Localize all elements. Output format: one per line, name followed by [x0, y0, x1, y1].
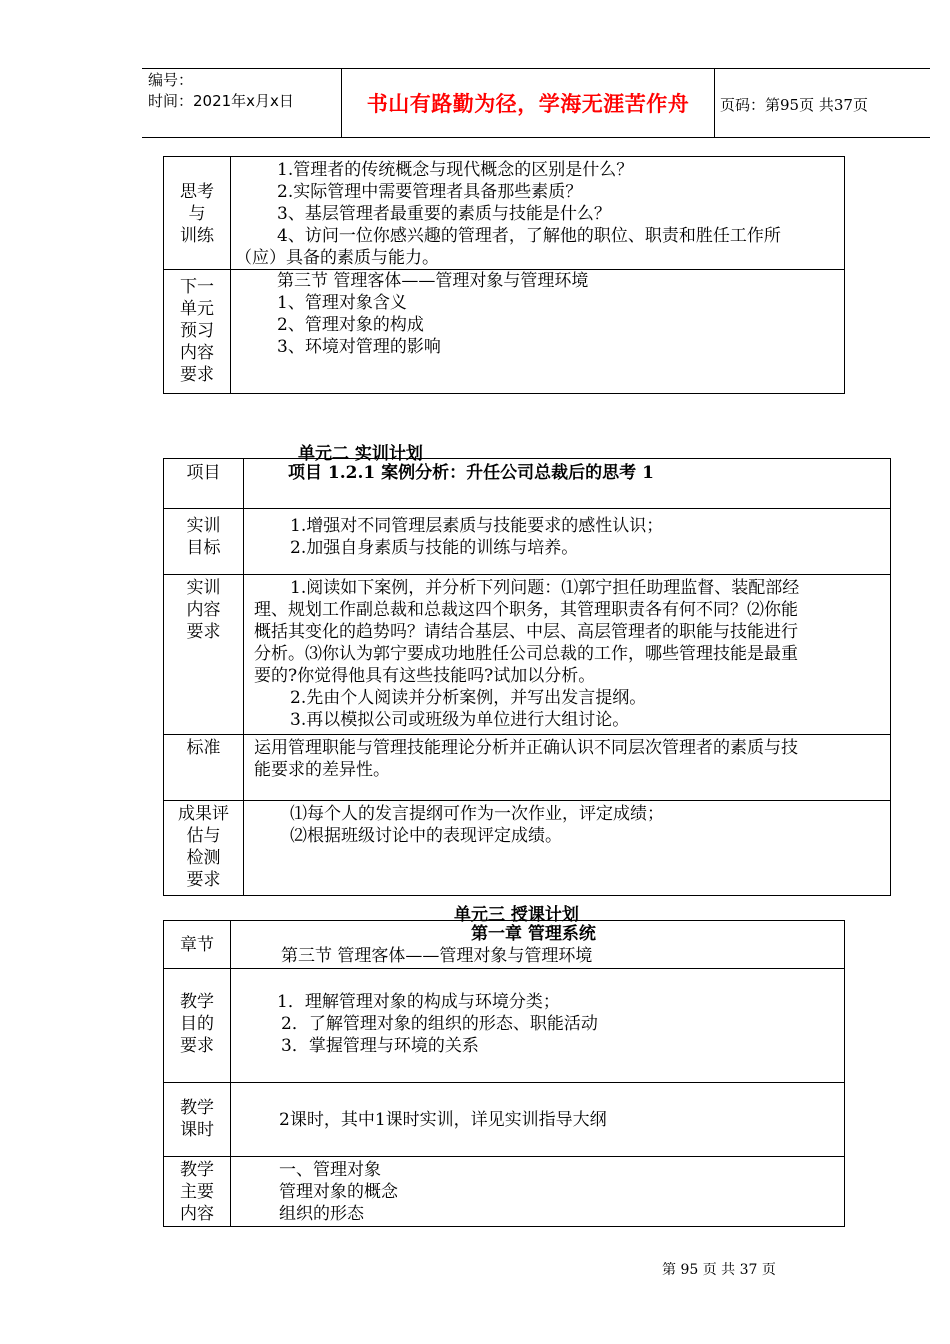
label-line: 与	[188, 204, 206, 224]
table-row	[164, 509, 891, 575]
label-line: 实训	[186, 516, 221, 536]
label-line: 单元	[180, 299, 214, 319]
table-row	[164, 270, 845, 394]
content-line: 2.实际管理中需要管理者具备那些素质？	[277, 182, 583, 202]
content-line: 3.再以模拟公司或班级为单位进行大组讨论。	[290, 710, 630, 730]
unit2-title: 单元二 实训计划	[298, 444, 423, 464]
content-line: 4、访问一位你感兴趣的管理者，了解他的职位、职责和胜任工作所	[277, 226, 781, 246]
content-line: 概括其变化的趋势吗？请结合基层、中层、高层管理者的职能与技能进行	[254, 622, 798, 642]
label-line: 要求	[186, 622, 221, 642]
row-label	[164, 459, 244, 509]
label-line: 要求	[180, 365, 214, 385]
label-line: 教学	[180, 1160, 214, 1180]
header-top-rule	[142, 68, 930, 69]
content-line: 2、管理对象的构成	[277, 315, 424, 335]
content-line: 3．掌握管理与环境的关系	[281, 1036, 479, 1056]
content-line: 3、基层管理者最重要的素质与技能是什么？	[277, 204, 611, 224]
content-line: ⑴每个人的发言提纲可作为一次作业，评定成绩；	[290, 804, 664, 824]
table-row	[164, 969, 845, 1083]
header-meta	[148, 70, 294, 112]
label-line: 要求	[180, 1036, 214, 1056]
label-line: 预习	[180, 321, 214, 341]
label-line: 内容	[186, 600, 221, 620]
header-number-label: 编号：	[148, 71, 194, 89]
label-line: 估与	[186, 826, 221, 846]
content-line: 管理对象的概念	[279, 1182, 398, 1202]
label-line: 成果评	[178, 804, 229, 824]
content-line: 理、规划工作副总裁和总裁这四个职务，其管理职责各有何不同？⑵你能	[254, 600, 798, 620]
label-line: 标准	[186, 738, 221, 758]
chapter-title: 第一章 管理系统	[471, 924, 596, 944]
row-label	[164, 575, 244, 735]
header-bottom-rule	[142, 137, 930, 138]
header-time-label: 时间：2021年x月x日	[148, 92, 294, 110]
row-content	[244, 735, 891, 801]
row-content	[231, 921, 845, 969]
label-line: 章节	[180, 934, 214, 955]
content-line: 第三节 管理客体——管理对象与管理环境	[277, 271, 589, 291]
row-content	[231, 1157, 845, 1227]
table-row	[164, 921, 845, 969]
row-content	[231, 270, 845, 394]
content-line: 要的?你觉得他具有这些技能吗?试加以分析。	[254, 666, 596, 686]
label-line: 要求	[186, 870, 221, 890]
row-content	[231, 157, 845, 270]
section-title: 第三节 管理客体——管理对象与管理环境	[281, 946, 593, 966]
content-line: （应）具备的素质与能力。	[235, 248, 439, 268]
content-line: 1、管理对象含义	[277, 293, 407, 313]
row-content	[244, 801, 891, 896]
label-line: 课时	[180, 1120, 214, 1140]
training-plan-table	[163, 458, 891, 896]
reflection-table	[163, 156, 845, 394]
row-label	[164, 969, 231, 1083]
unit3-title: 单元三 授课计划	[454, 905, 579, 925]
content-line: 3、环境对管理的影响	[277, 337, 441, 357]
table-row	[164, 1157, 845, 1227]
row-label	[164, 157, 231, 270]
row-content	[244, 509, 891, 575]
row-label	[164, 509, 244, 575]
label-line: 检测	[186, 848, 221, 868]
content-line: 组织的形态	[279, 1204, 364, 1224]
row-label	[164, 1157, 231, 1227]
table-row	[164, 801, 891, 896]
header-divider-right	[714, 68, 715, 138]
row-content	[231, 1083, 845, 1157]
label-line: 思考	[180, 182, 214, 202]
header-motto: 书山有路勤为径，学海无涯苦作舟	[366, 92, 690, 116]
label-line: 主要	[180, 1182, 214, 1202]
row-label	[164, 921, 231, 969]
label-line: 内容	[180, 343, 214, 363]
content-line: 运用管理职能与管理技能理论分析并正确认识不同层次管理者的素质与技	[254, 738, 798, 758]
table-row	[164, 459, 891, 509]
header-page-info: 页码：第95页 共37页	[720, 96, 868, 114]
row-content	[244, 459, 891, 509]
content-line: 2.先由个人阅读并分析案例，并写出发言提纲。	[290, 688, 647, 708]
label-line: 目的	[180, 1014, 214, 1034]
content-line: 2课时，其中1课时实训，详见实训指导大纲	[279, 1110, 607, 1130]
project-title: 项目 1.2.1 案例分析：升任公司总裁后的思考 1	[288, 463, 654, 483]
content-line: 1.阅读如下案例，并分析下列问题：⑴郭宁担任助理监督、装配部经	[290, 578, 800, 598]
table-row	[164, 157, 845, 270]
table-row	[164, 1083, 845, 1157]
label-line: 项目	[186, 463, 221, 483]
label-line: 教学	[180, 1098, 214, 1118]
row-label	[164, 801, 244, 896]
row-label	[164, 1083, 231, 1157]
content-line: 2．了解管理对象的组织的形态、职能活动	[281, 1014, 598, 1034]
row-content	[231, 969, 845, 1083]
table-row	[164, 575, 891, 735]
row-content	[244, 575, 891, 735]
label-line: 下一	[180, 277, 214, 297]
content-line: 1.增强对不同管理层素质与技能要求的感性认识；	[290, 516, 664, 536]
label-line: 目标	[186, 538, 221, 558]
content-line: 1.管理者的传统概念与现代概念的区别是什么？	[277, 160, 634, 180]
teaching-plan-table	[163, 920, 845, 1227]
label-line: 实训	[186, 578, 221, 598]
label-line: 内容	[180, 1204, 214, 1224]
row-label	[164, 735, 244, 801]
row-label	[164, 270, 231, 394]
content-line: 能要求的差异性。	[254, 760, 390, 780]
content-line: 1．理解管理对象的构成与环境分类；	[277, 992, 560, 1012]
label-line: 训练	[180, 226, 214, 246]
table-row	[164, 735, 891, 801]
page-footer: 第 95 页 共 37 页	[662, 1262, 776, 1278]
content-line: 一、管理对象	[279, 1160, 381, 1180]
content-line: 分析。⑶你认为郭宁要成功地胜任公司总裁的工作，哪些管理技能是最重	[254, 644, 798, 664]
content-line: 2.加强自身素质与技能的训练与培养。	[290, 538, 579, 558]
label-line: 教学	[180, 992, 214, 1012]
content-line: ⑵根据班级讨论中的表现评定成绩。	[290, 826, 562, 846]
